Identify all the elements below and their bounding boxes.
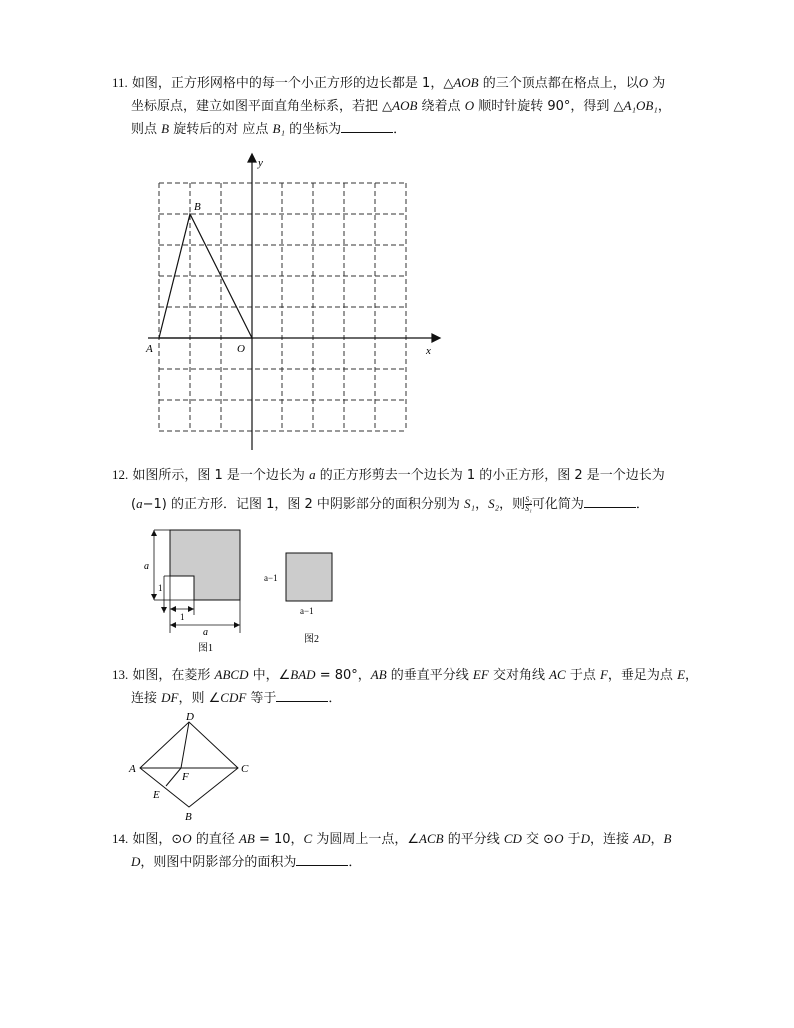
- q14-number: 14.: [112, 831, 129, 846]
- fig1-label-1-left: 1: [158, 583, 163, 593]
- q14-answer-blank[interactable]: [296, 851, 348, 866]
- q11-grid-figure: [140, 150, 450, 455]
- label-b: B: [185, 811, 192, 823]
- fig2-label-bottom: a−1: [300, 606, 314, 616]
- label-a: A: [146, 343, 153, 355]
- label-x: x: [426, 345, 431, 357]
- triangle-aob: [159, 214, 252, 338]
- label-f: F: [182, 771, 189, 783]
- q13-rhombus-figure: [126, 710, 266, 825]
- question-11: [112, 72, 712, 141]
- label-b: B: [194, 201, 201, 213]
- fig2-label-left: a−1: [264, 573, 278, 583]
- q11-grid-lines: [159, 183, 406, 431]
- q11-line-2: 坐标原点，建立如图平面直角坐标系，若把 △AOB 绕着点 O 顺时针旋转 90°，得到 △A₁OB₁，: [131, 98, 671, 114]
- fig1-label-a-bottom: a: [203, 627, 208, 638]
- q12-line-2: (a−1) 的正方形．记图 1，图 2 中阴影部分的面积分别为 S₁，S₂，则 $\frac{\text{S₂}}{\text{S₁}}$ 可化简为 ．: [131, 495, 649, 513]
- q13-line-2: 连接 DF，则 ∠CDF 等于 ．: [112, 687, 712, 710]
- question-14: [112, 828, 712, 874]
- q13-line-1: 13. 如图，在菱形 ABCD 中，∠BAD = 80°，AB 的垂直平分线 EF 交对角线 AC 于点 F，垂足为点 E，: [112, 667, 699, 683]
- q14-line-2: D，则图中阴影部分的面积为 ．: [112, 851, 712, 874]
- label-y: y: [258, 157, 263, 169]
- fig1-label-a-left: a: [144, 561, 149, 572]
- q12-number: 12.: [112, 467, 129, 482]
- q12-answer-blank[interactable]: [584, 493, 636, 508]
- q12-line-1: 12. 如图所示，图 1 是一个边长为 a 的正方形剪去一个边长为 1 的小正方形，图 2 是一个边长为: [112, 467, 665, 483]
- label-o: O: [237, 343, 245, 355]
- q11-line-1: 11. 如图，正方形网格中的每一个小正方形的边长都是 1，△AOB 的三个顶点都在格点上，以O 为: [112, 75, 666, 91]
- q12-figure-1: [140, 525, 255, 655]
- fig2-shaded-square: [286, 553, 332, 601]
- q12-figure-2: [262, 548, 342, 648]
- segment-ef: [166, 768, 181, 786]
- q11-line-3: 则点 B 旋转后的对 应点 B₁ 的坐标为 ．: [112, 118, 712, 141]
- fig1-shaded-region: [170, 530, 240, 600]
- label-a: A: [129, 763, 136, 775]
- q13-number: 13.: [112, 667, 129, 682]
- fig1-cut-square: [170, 576, 194, 600]
- q14-line-1: 14. 如图，⊙O 的直径 AB = 10，C 为圆周上一点，∠ACB 的平分线 CD 交 ⊙O 于D，连接 AD，B: [112, 831, 672, 847]
- y-axis-arrow-icon: [248, 154, 256, 162]
- q11-number: 11.: [112, 75, 128, 90]
- label-d: D: [186, 711, 194, 723]
- fig1-caption: 图1: [198, 643, 213, 654]
- x-axis-arrow-icon: [432, 334, 440, 342]
- q11-answer-blank[interactable]: [341, 118, 393, 133]
- q13-answer-blank[interactable]: [276, 687, 328, 702]
- question-12: [112, 464, 712, 516]
- question-13: [112, 664, 712, 710]
- fraction-s2-over-s1: $\frac{\text{S₂}}{\text{S₁}}$: [525, 495, 532, 513]
- fig1-label-1-bottom: 1: [180, 612, 185, 622]
- label-c: C: [241, 763, 249, 775]
- label-e: E: [153, 789, 160, 801]
- fig2-caption: 图2: [304, 634, 319, 645]
- q11-axes: [148, 154, 440, 450]
